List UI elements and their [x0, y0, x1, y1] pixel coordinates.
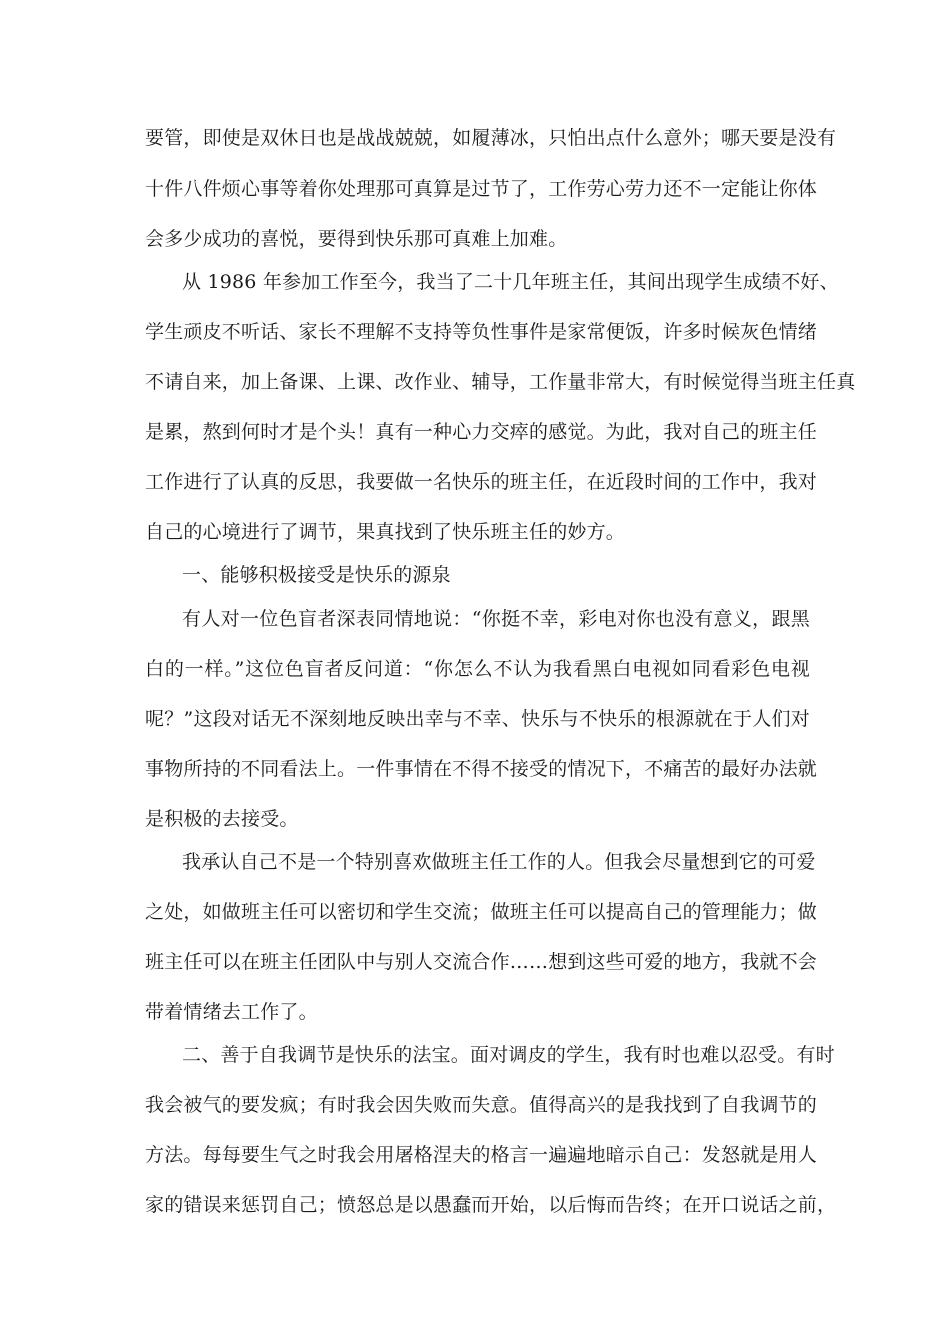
- text-line: 会多少成功的喜悦，要得到快乐那可真难上加难。: [145, 228, 568, 250]
- paragraph-first-line: 我承认自己不是一个特别喜欢做班主任工作的人。但我会尽量想到它的可爱: [182, 851, 816, 873]
- text-line: 家的错误来惩罚自己；愤怒总是以愚蠢而开始，以后悔而告终；在开口说话之前，: [145, 1194, 837, 1216]
- section-heading: 二、善于自我调节是快乐的法宝。面对调皮的学生，我有时也难以忍受。有时: [182, 1044, 835, 1066]
- text-line: 方法。每每要生气之时我会用屠格涅夫的格言一遍遍地暗示自己：发怒就是用人: [145, 1144, 818, 1166]
- text-line: 不请自来，加上备课、上课、改作业、辅导，工作量非常大，有时候觉得当班主任真: [145, 371, 856, 393]
- text-line: 事物所持的不同看法上。一件事情在不得不接受的情况下，不痛苦的最好办法就: [145, 758, 818, 780]
- paragraph-first-line: 从 1986 年参加工作至今，我当了二十几年班主任，其间出现学生成绩不好、: [182, 271, 839, 293]
- paragraph-first-line: 有人对一位色盲者深表同情地说：“你挺不幸，彩电对你也没有意义，跟黑: [182, 608, 810, 630]
- text-line: 白的一样。”这位色盲者反问道：“你怎么不认为我看黑白电视如同看彩色电视: [145, 658, 810, 680]
- text-line: 呢？”这段对话无不深刻地反映出幸与不幸、快乐与不快乐的根源就在于人们对: [145, 708, 810, 730]
- text-line: 带着情绪去工作了。: [145, 1001, 318, 1023]
- text-line: 是积极的去接受。: [145, 808, 299, 830]
- section-heading: 一、能够积极接受是快乐的源泉: [182, 564, 451, 586]
- text-line: 之处，如做班主任可以密切和学生交流；做班主任可以提高自己的管理能力；做: [145, 901, 818, 923]
- text-line: 自己的心境进行了调节，果真找到了快乐班主任的妙方。: [145, 521, 626, 543]
- text-line: 我会被气的要发疯；有时我会因失败而失意。值得高兴的是我找到了自我调节的: [145, 1094, 818, 1116]
- text-line: 要管，即使是双休日也是战战兢兢，如履薄冰，只怕出点什么意外；哪天要是没有: [145, 127, 837, 149]
- text-line: 是累，熬到何时才是个头！真有一种心力交瘁的感觉。为此，我对自己的班主任: [145, 421, 818, 443]
- text-line: 十件八件烦心事等着你处理那可真算是过节了，工作劳心劳力还不一定能让你体: [145, 178, 818, 200]
- text-line: 学生顽皮不听话、家长不理解不支持等负性事件是家常便饭，许多时候灰色情绪: [145, 321, 818, 343]
- text-line: 工作进行了认真的反思，我要做一名快乐的班主任，在近段时间的工作中，我对: [145, 471, 818, 493]
- text-line: 班主任可以在班主任团队中与别人交流合作……想到这些可爱的地方，我就不会: [145, 951, 818, 973]
